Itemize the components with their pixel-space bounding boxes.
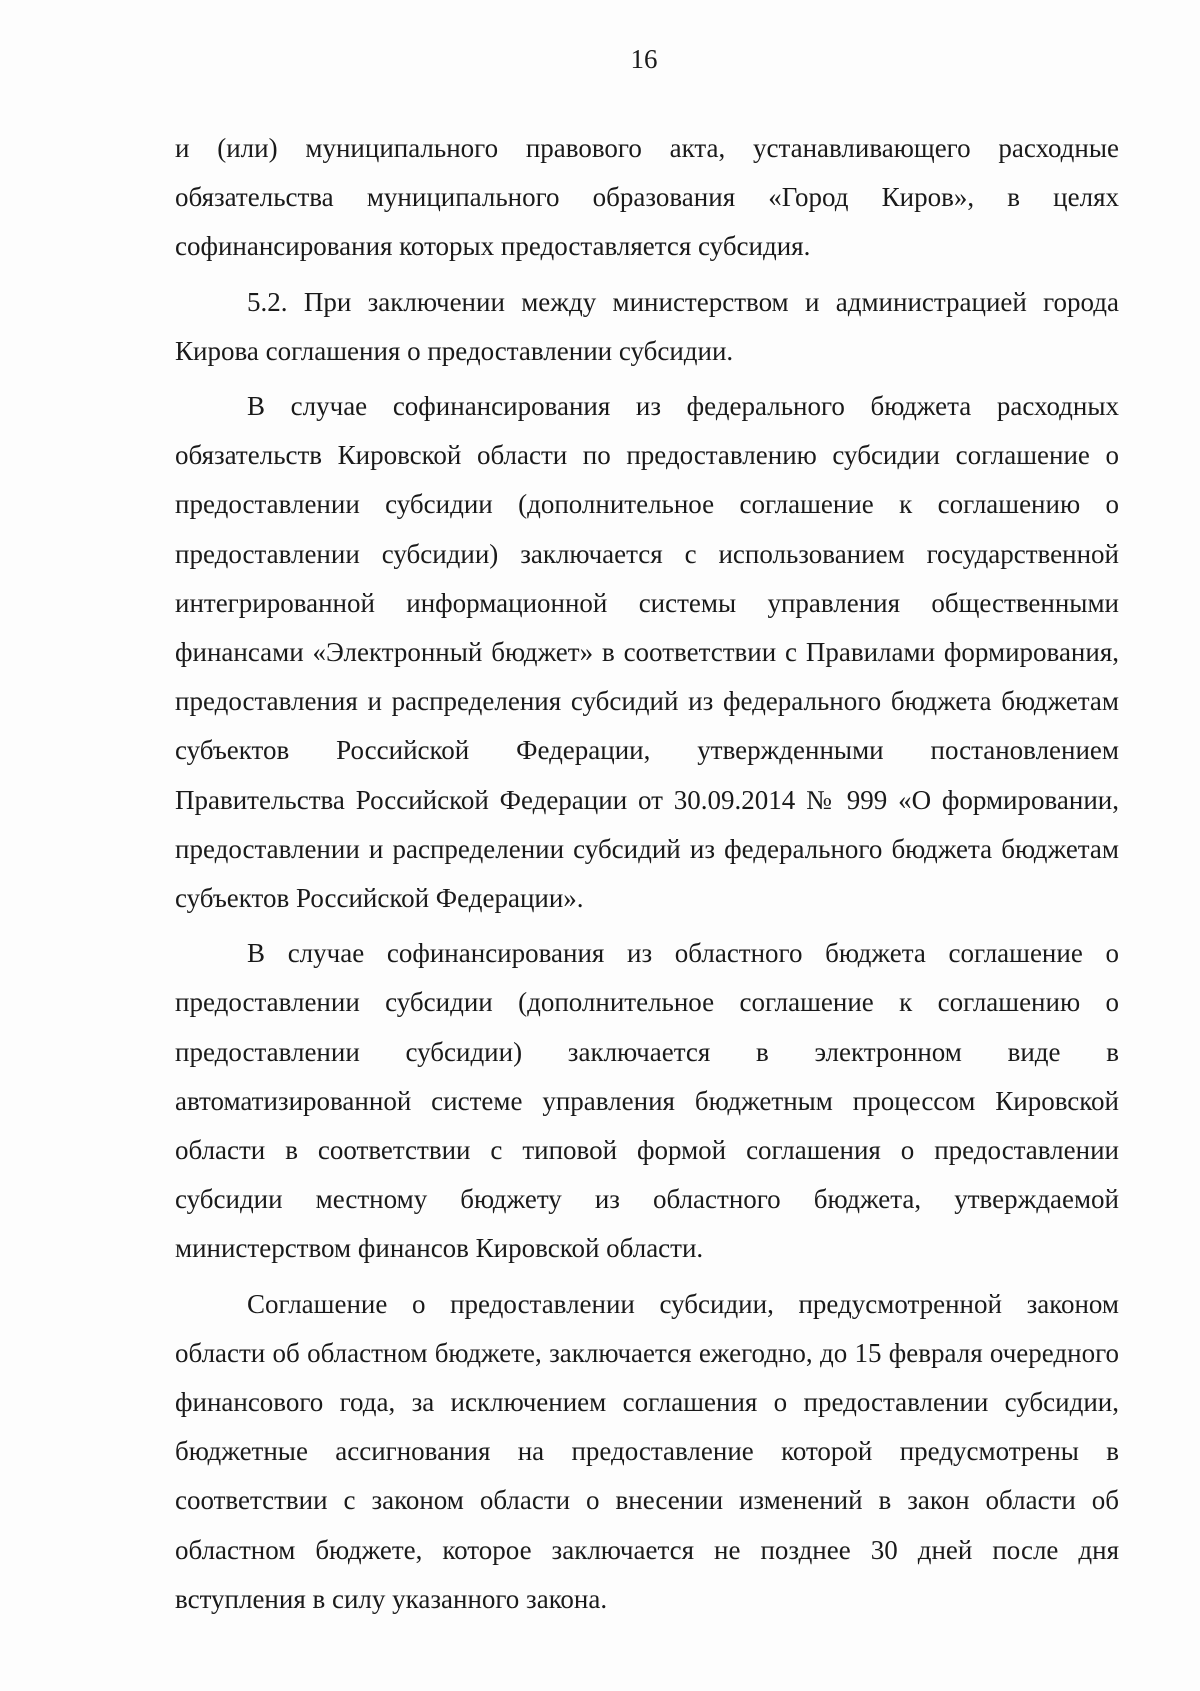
page-number: 16 (630, 44, 658, 74)
paragraph-regional-cofinancing: В случае софинансирования из областного бюджета соглашение о предоставлении субсидии (дополнительное соглашение к соглашению о предоставлении субсидии) заключается в электронном виде в автоматизированной системе управления бюджетным процессом Кировской области в соответствии с типовой формой соглашения о предоставлении субсидии местному бюджету из областного бюджета, утверждаемой министерством финансов Кировской области. (175, 938, 1119, 1264)
paragraph-continuation: и (или) муниципального правового акта, устанавливающего расходные обязательства муниципального образования «Город Киров», в целях софинансирования которых предоставляется субсидия. (175, 133, 1119, 262)
paragraph-agreement-deadline: Соглашение о предоставлении субсидии, предусмотренной законом области об областном бюджете, заключается ежегодно, до 15 февраля очередного финансового года, за исключением соглашения о предоставлении субсидии, бюджетные ассигнования на предоставление которой предусмотрены в соответствии с законом области о внесении изменений в закон области об областном бюджете, которое заключается не позднее 30 дней после дня вступления в силу указанного закона. (175, 1288, 1119, 1614)
paragraph-section-5-2: 5.2. При заключении между министерством и администрацией города Кирова соглашения о предоставлении субсидии. (175, 286, 1119, 366)
document-body (175, 124, 1119, 1624)
paragraph-federal-cofinancing: В случае софинансирования из федерального бюджета расходных обязательств Кировской области по предоставлению субсидии соглашение о предоставлении субсидии (дополнительное соглашение к соглашению о предоставлении субсидии) заключается с использованием государственной интегрированной информационной системы управления общественными финансами «Электронный бюджет» в соответствии с Правилами формирования, предоставления и распределения субсидий из федерального бюджета бюджетам субъектов Российской Федерации, утвержденными постановлением Правительства Российской Федерации от 30.09.2014 № 999 «О формировании, предоставлении и распределении субсидий из федерального бюджета бюджетам субъектов Российской Федерации». (175, 391, 1119, 914)
